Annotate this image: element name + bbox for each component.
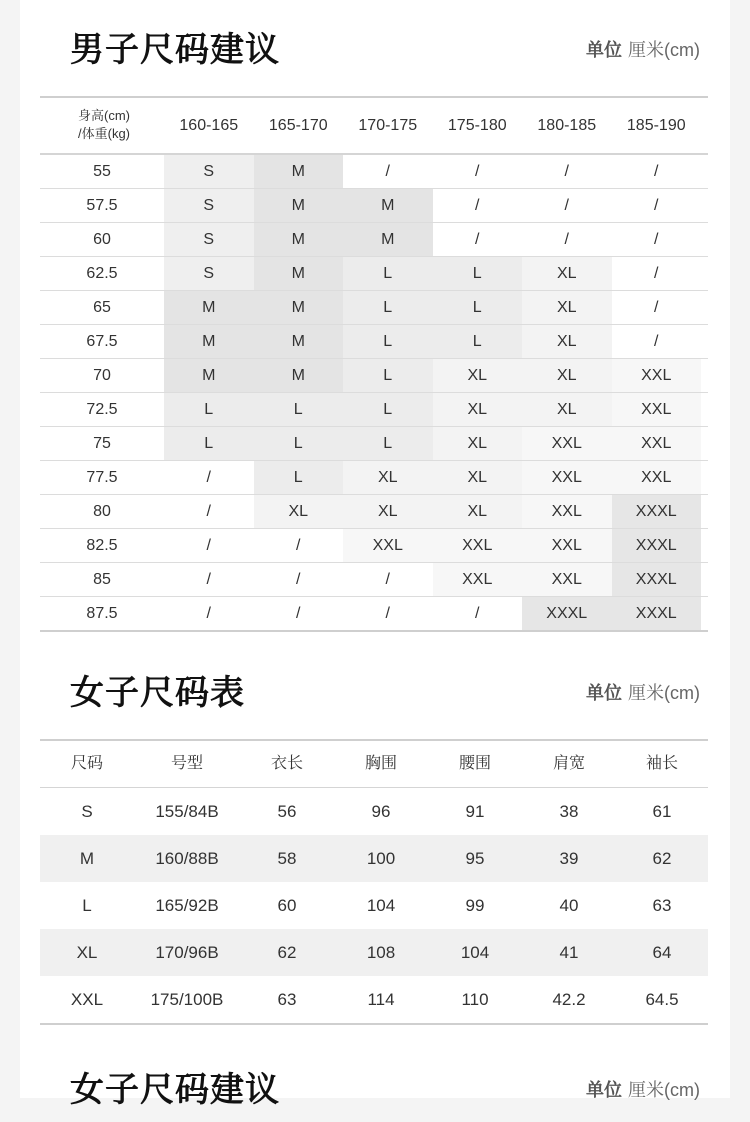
table-cell: 160/88B: [155, 849, 219, 868]
table-cell: 62: [277, 943, 297, 962]
women-table-body: [40, 788, 708, 1025]
weight-cell: 80: [93, 503, 111, 520]
table-cell: L: [82, 896, 92, 915]
size-cell: M: [164, 291, 254, 324]
size-cell: M: [164, 359, 254, 392]
table-cell: 104: [366, 896, 396, 915]
weight-cell: 65: [93, 299, 111, 316]
size-cell: M: [254, 257, 344, 290]
women-table-section-title: 女子尺码表: [70, 673, 245, 713]
weight-cell: 82.5: [86, 537, 118, 554]
size-cell: XL: [433, 393, 523, 426]
size-cell: XL: [254, 495, 344, 528]
column-header: 号型: [170, 755, 203, 772]
column-header: 衣长: [270, 755, 303, 772]
women-table-unit-label: [586, 679, 700, 705]
men-section-header: [20, 22, 730, 82]
size-cell: /: [164, 529, 254, 562]
weight-cell: 62.5: [86, 265, 118, 282]
weight-cell: 87.5: [86, 605, 118, 622]
table-cell: 155/84B: [155, 802, 219, 821]
size-cell: XL: [433, 359, 523, 392]
table-row: [40, 189, 708, 223]
size-cell: XXL: [522, 563, 612, 596]
size-cell: /: [164, 563, 254, 596]
women-suggest-section-title: 女子尺码建议: [70, 1070, 280, 1110]
table-cell: XL: [76, 943, 98, 962]
height-column-header: 175-180: [447, 117, 507, 134]
table-cell: 64.5: [645, 990, 679, 1009]
size-cell: XXL: [433, 563, 523, 596]
size-cell: M: [164, 325, 254, 358]
size-cell: M: [254, 359, 344, 392]
size-cell: L: [164, 393, 254, 426]
table-cell: 110: [461, 990, 489, 1009]
men-unit-label: [586, 36, 700, 62]
size-cell: XL: [343, 461, 433, 494]
size-cell: XXXL: [612, 597, 702, 630]
table-row: [40, 597, 708, 632]
size-cell: XL: [522, 359, 612, 392]
column-header: 腰围: [458, 755, 491, 772]
size-cell: /: [433, 189, 523, 222]
table-row: [40, 359, 708, 393]
size-cell: XL: [343, 495, 433, 528]
table-cell: 99: [465, 896, 485, 915]
women-suggest-unit-label: [586, 1076, 700, 1102]
men-table-body: [40, 155, 708, 632]
size-cell: /: [164, 461, 254, 494]
weight-cell: 70: [93, 367, 111, 384]
size-cell: /: [343, 597, 433, 630]
table-cell: 41: [559, 943, 579, 962]
size-cell: /: [343, 563, 433, 596]
weight-cell: 55: [93, 163, 111, 180]
table-cell: 58: [277, 849, 297, 868]
table-row: [40, 461, 708, 495]
size-cell: XXL: [522, 529, 612, 562]
unit-label: 单位: [586, 1080, 623, 1100]
table-cell: 170/96B: [155, 943, 219, 962]
height-column-header: 170-175: [358, 117, 418, 134]
table-cell: 95: [465, 849, 485, 868]
table-cell: 64: [652, 943, 672, 962]
table-row: [40, 529, 708, 563]
size-cell: XXL: [343, 529, 433, 562]
size-cell: XL: [522, 291, 612, 324]
size-cell: /: [612, 325, 702, 358]
size-cell: S: [164, 155, 254, 188]
table-cell: 175/100B: [150, 990, 224, 1009]
height-column-header: 165-170: [268, 117, 328, 134]
size-cell: /: [433, 155, 523, 188]
corner-weight-label: /体重(kg): [78, 126, 131, 141]
size-cell: XXXL: [612, 495, 702, 528]
size-cell: XXL: [522, 427, 612, 460]
unit-label: 单位: [586, 683, 623, 703]
table-row: [40, 427, 708, 461]
table-row: [40, 257, 708, 291]
size-cell: L: [343, 427, 433, 460]
table-cell: M: [79, 849, 95, 868]
size-cell: XXXL: [612, 529, 702, 562]
table-row: [40, 291, 708, 325]
size-cell: M: [254, 291, 344, 324]
column-header: 胸围: [364, 755, 397, 772]
size-cell: /: [164, 597, 254, 630]
women-table-header: [40, 741, 708, 788]
unit-value: 厘米(cm): [628, 1080, 700, 1100]
size-cell: XL: [433, 461, 523, 494]
size-cell: L: [254, 461, 344, 494]
size-cell: L: [343, 359, 433, 392]
size-cell: XL: [522, 393, 612, 426]
weight-cell: 60: [93, 231, 111, 248]
table-cell: 91: [465, 802, 485, 821]
size-cell: /: [433, 223, 523, 256]
size-cell: /: [612, 257, 702, 290]
table-cell: 96: [371, 802, 391, 821]
height-column-header: 160-165: [179, 117, 239, 134]
table-row: [40, 976, 708, 1025]
size-cell: M: [254, 325, 344, 358]
size-cell: /: [522, 223, 612, 256]
weight-cell: 85: [93, 571, 111, 588]
weight-cell: 75: [93, 435, 111, 452]
size-cell: M: [343, 223, 433, 256]
size-cell: XXL: [522, 495, 612, 528]
column-header: 肩宽: [552, 755, 585, 772]
size-cell: M: [343, 189, 433, 222]
table-cell: 63: [652, 896, 672, 915]
men-section-title: 男子尺码建议: [70, 30, 280, 70]
size-cell: S: [164, 223, 254, 256]
table-cell: 56: [277, 802, 297, 821]
size-cell: /: [433, 597, 523, 630]
table-row: [40, 223, 708, 257]
size-cell: M: [254, 155, 344, 188]
table-row: [40, 835, 708, 882]
size-cell: XXL: [612, 427, 702, 460]
size-cell: L: [343, 393, 433, 426]
table-row: [40, 788, 708, 835]
size-cell: S: [164, 257, 254, 290]
size-cell: L: [343, 291, 433, 324]
table-cell: 60: [277, 896, 297, 915]
table-cell: 100: [366, 849, 396, 868]
size-cell: /: [612, 291, 702, 324]
size-cell: M: [254, 223, 344, 256]
size-cell: XXL: [612, 393, 702, 426]
table-cell: 114: [367, 990, 395, 1009]
table-cell: 104: [460, 943, 490, 962]
height-column-header: 180-185: [537, 117, 597, 134]
table-cell: 40: [559, 896, 579, 915]
size-cell: XL: [433, 427, 523, 460]
size-cell: L: [343, 257, 433, 290]
size-cell: XXL: [522, 461, 612, 494]
table-cell: 38: [559, 802, 579, 821]
size-cell: L: [254, 393, 344, 426]
unit-label: 单位: [586, 40, 623, 60]
table-cell: 165/92B: [155, 896, 219, 915]
size-cell: XXL: [433, 529, 523, 562]
women-suggest-section-header: [20, 1062, 730, 1122]
column-header: 袖长: [645, 755, 678, 772]
size-cell: M: [254, 189, 344, 222]
size-guide-page: [20, 0, 730, 1110]
size-cell: /: [254, 597, 344, 630]
table-cell: 63: [277, 990, 297, 1009]
height-weight-corner: [40, 98, 164, 153]
size-cell: /: [522, 189, 612, 222]
unit-value: 厘米(cm): [628, 683, 700, 703]
size-cell: L: [433, 291, 523, 324]
table-row: [40, 325, 708, 359]
women-size-table: [40, 739, 708, 1025]
men-table-header: [40, 98, 708, 155]
size-cell: L: [433, 325, 523, 358]
women-table-section-header: [20, 665, 730, 725]
size-cell: XXXL: [612, 563, 702, 596]
table-cell: S: [81, 802, 93, 821]
table-row: [40, 882, 708, 929]
size-cell: /: [612, 223, 702, 256]
size-cell: L: [254, 427, 344, 460]
table-cell: 62: [652, 849, 672, 868]
size-cell: XL: [433, 495, 523, 528]
height-column-header: 185-190: [626, 117, 686, 134]
table-row: [40, 563, 708, 597]
size-cell: /: [343, 155, 433, 188]
table-cell: 39: [559, 849, 579, 868]
size-cell: XXXL: [522, 597, 612, 630]
size-cell: /: [522, 155, 612, 188]
size-cell: /: [612, 155, 702, 188]
weight-cell: 77.5: [86, 469, 118, 486]
corner-height-label: 身高(cm): [78, 108, 130, 123]
unit-value: 厘米(cm): [628, 40, 700, 60]
weight-cell: 67.5: [86, 333, 118, 350]
size-cell: L: [343, 325, 433, 358]
size-cell: XXL: [612, 461, 702, 494]
size-cell: S: [164, 189, 254, 222]
column-header: 尺码: [70, 755, 103, 772]
size-cell: /: [254, 529, 344, 562]
table-row: [40, 393, 708, 427]
size-cell: /: [612, 189, 702, 222]
size-cell: /: [164, 495, 254, 528]
size-cell: XL: [522, 257, 612, 290]
table-row: [40, 495, 708, 529]
size-cell: L: [433, 257, 523, 290]
size-cell: /: [254, 563, 344, 596]
table-cell: XXL: [70, 990, 104, 1009]
table-cell: 61: [652, 802, 672, 821]
size-cell: XL: [522, 325, 612, 358]
table-cell: 108: [366, 943, 396, 962]
size-cell: XXL: [612, 359, 702, 392]
size-cell: L: [164, 427, 254, 460]
weight-cell: 57.5: [86, 197, 118, 214]
table-row: [40, 155, 708, 189]
table-cell: 42.2: [552, 990, 586, 1009]
weight-cell: 72.5: [86, 401, 118, 418]
men-size-table: [40, 96, 708, 632]
table-row: [40, 929, 708, 976]
